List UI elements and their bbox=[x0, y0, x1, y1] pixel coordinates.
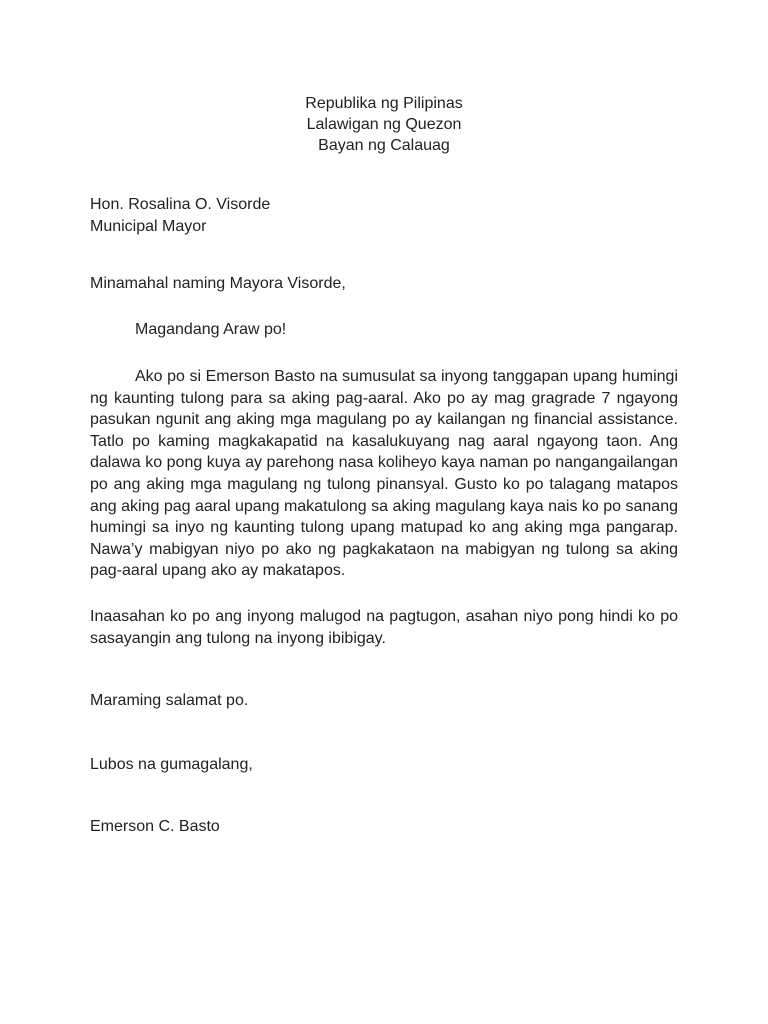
letterhead-country: Republika ng Pilipinas bbox=[305, 95, 463, 112]
recipient-title: Municipal Mayor bbox=[90, 218, 207, 235]
closing-paragraph: Inaasahan ko po ang inyong malugod na pagtugon, asahan niyo pong hindi ko po sasayangin ang tulong na inyong ibibigay. bbox=[90, 607, 678, 647]
letterhead-province: Lalawigan ng Quezon bbox=[306, 116, 462, 133]
salutation: Minamahal naming Mayora Visorde, bbox=[90, 275, 346, 292]
recipient-name: Hon. Rosalina O. Visorde bbox=[90, 196, 271, 213]
greeting: Magandang Araw po! bbox=[135, 321, 287, 338]
signature-name: Emerson C. Basto bbox=[90, 817, 220, 835]
recipient-block bbox=[90, 194, 678, 238]
thanks-line: Maraming salamat po. bbox=[90, 691, 249, 709]
body-paragraph: Ako po si Emerson Basto na sumusulat sa inyong tanggapan upang humingi ng kaunting tulong para sa aking pag-aaral. Ako po ay mag gragrade 7 ngayong pasukan ngunit ang aking mga magulang po ay kailangan ng financial assistance. Tatlo po kaming magkakapatid na kasalukuyang nag aaral ngayong taon. Ang dalawa ko pong kuya ay parehong nasa koliheyo kaya naman po nangangailangan po ang aking mga magulang ng tulong pinansyal. Gusto ko po talagang matapos ang aking pag aaral upang makatulong sa aking magulang kaya nais ko po sanang humingi sa inyo ng kaunting tulong upang matupad ko ang aking mga pangarap. Nawa’y mabigyan niyo po ako ng pagkakataon na mabigyan ng tulong sa aking pag-aaral upang ako ay makatapos. bbox=[90, 368, 678, 580]
letterhead bbox=[90, 93, 678, 156]
letter-page bbox=[90, 93, 678, 838]
signoff-line: Lubos na gumagalang, bbox=[90, 755, 253, 773]
letterhead-municipality: Bayan ng Calauag bbox=[318, 137, 450, 154]
